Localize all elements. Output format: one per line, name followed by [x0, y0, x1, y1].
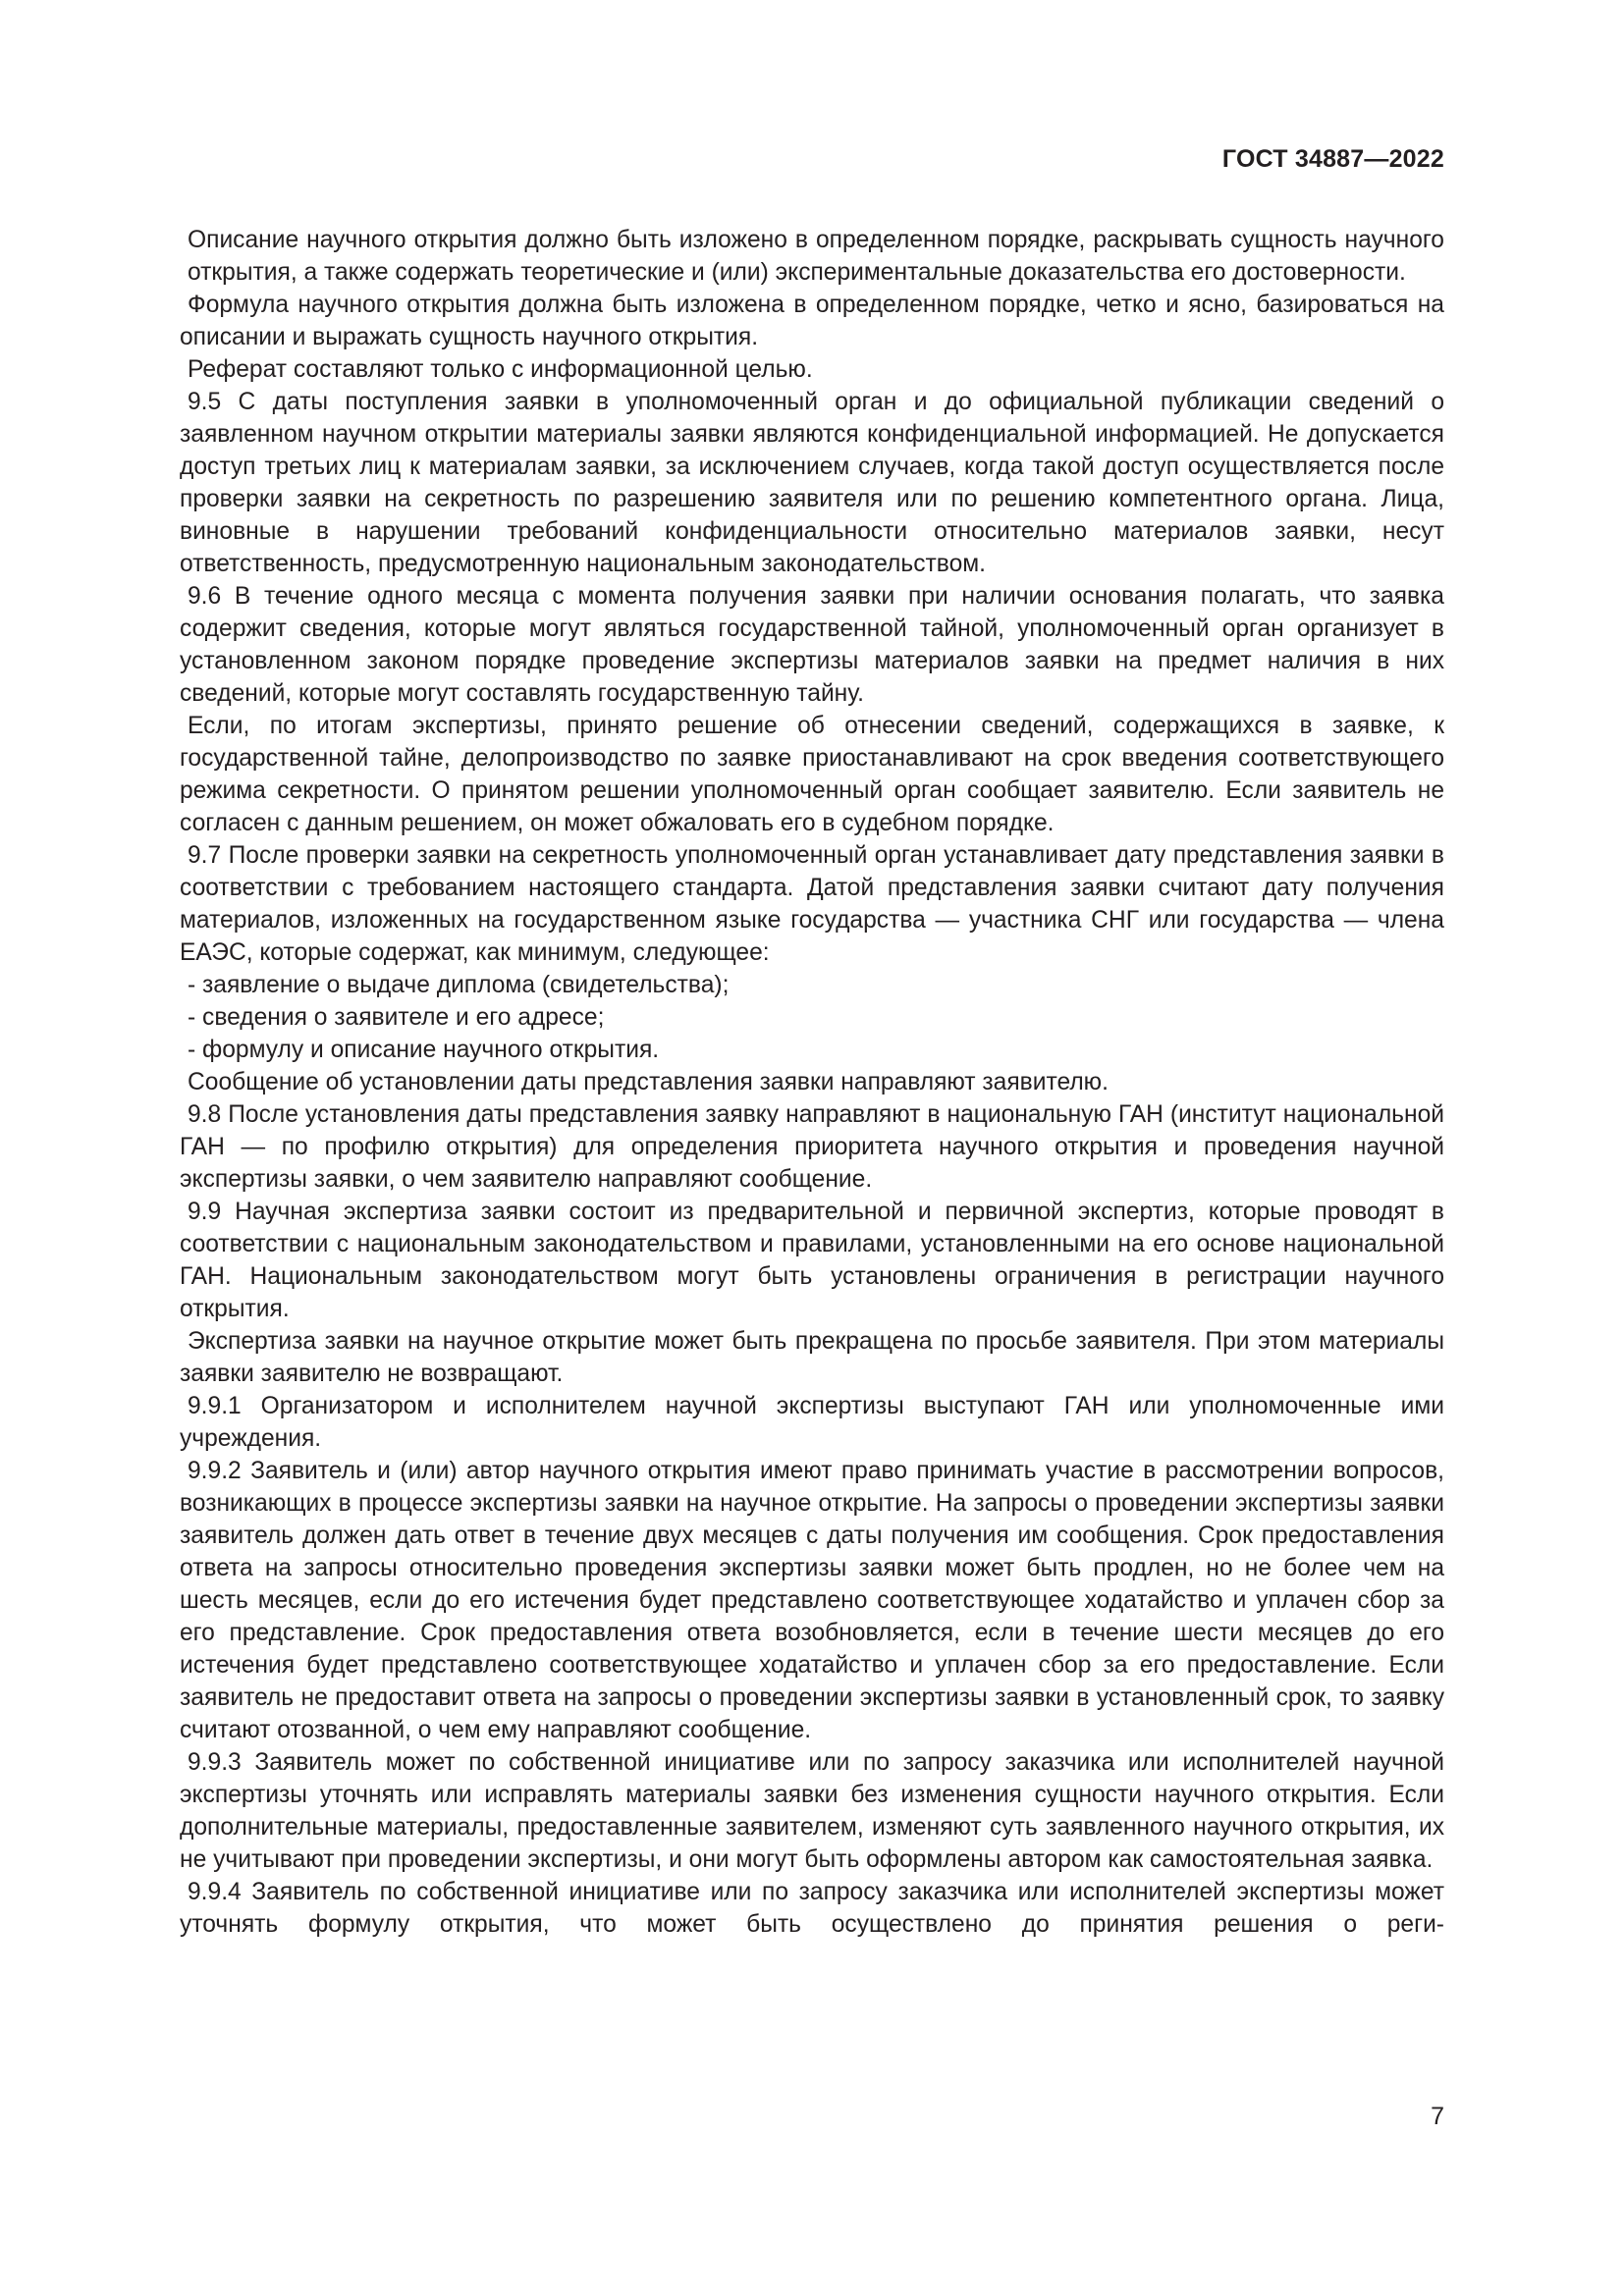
paragraph-9-9-1: 9.9.1 Организатором и исполнителем научной экспертизы выступают ГАН или уполномоченные ими учреждения. — [180, 1393, 1444, 1452]
list-item-applicant-info: - сведения о заявителе и его адресе; — [188, 1004, 605, 1031]
paragraph-9-9-4: 9.9.4 Заявитель по собственной инициативе или по запросу заказчика или исполнителей экспертизы может уточнять формулу открытия, что может быть осуществлено до принятия решения о реги- — [180, 1879, 1444, 1938]
paragraph-9-6: 9.6 В течение одного месяца с момента получения заявки при наличии основания полагать, что заявка содержит сведения, которые могут являться государственной тайной, уполномоченный орган организует в установленном законом порядке проведение экспертизы материалов заявки на предмет наличия в них сведений, которые могут составлять государственную тайну. — [180, 583, 1444, 707]
paragraph-9-9-3: 9.9.3 Заявитель может по собственной инициативе или по запросу заказчика или исполнителей научной экспертизы уточнять или исправлять материалы заявки без изменения сущности научного открытия. Если дополнительные материалы, предоставленные заявителем, изменяют суть заявленного научного открытия, их не учитывают при проведении экспертизы, и они могут быть оформлены автором как самостоятельная заявка. — [180, 1749, 1444, 1873]
paragraph-9-9: 9.9 Научная экспертиза заявки состоит из предварительной и первичной экспертиз, которые проводят в соответствии с национальным законодательством и правилами, установленными на его основе национальной ГАН. Национальным законодательством могут быть установлены ограничения в регистрации научного открытия. — [180, 1199, 1444, 1322]
paragraph-formula: Формула научного открытия должна быть изложена в определенном порядке, четко и ясно, базироваться на описании и выражать сущность научного открытия. — [180, 292, 1444, 350]
document-standard-code: ГОСТ 34887—2022 — [1221, 145, 1444, 173]
paragraph-termination: Экспертиза заявки на научное открытие может быть прекращена по просьбе заявителя. При этом материалы заявки заявителю не возвращают. — [180, 1328, 1444, 1387]
paragraph-description: Описание научного открытия должно быть изложено в определенном порядке, раскрывать сущность научного открытия, а также содержать теоретические и (или) экспериментальные доказательства его достоверности. — [188, 227, 1444, 286]
paragraph-9-5: 9.5 С даты поступления заявки в уполномоченный орган и до официальной публикации сведений о заявленном научном открытии материалы заявки являются конфиденциальной информацией. Не допускается доступ третьих лиц к материалам заявки, за исключением случаев, когда такой доступ осуществляется после проверки заявки на секретность по разрешению заявителя или по решению компетентного органа. Лица, виновные в нарушении требований конфиденциальности относительно материалов заявки, несут ответственность, предусмотренную национальным законодательством. — [180, 389, 1444, 577]
paragraph-9-7: 9.7 После проверки заявки на секретность уполномоченный орган устанавливает дату представления заявки в соответствии с требованием настоящего стандарта. Датой представления заявки считают дату получения материалов, изложенных на государственном языке государства — участника СНГ или государства — члена ЕАЭС, которые содержат, как минимум, следующее: — [180, 842, 1444, 966]
paragraph-state-secret: Если, по итогам экспертизы, принято решение об отнесении сведений, содержащихся в заявке, к государственной тайне, делопроизводство по заявке приостанавливают на срок введения соответствующего режима секретности. О принятом решении уполномоченный орган сообщает заявителю. Если заявитель не согласен с данным решением, он может обжаловать его в судебном порядке. — [180, 713, 1444, 836]
paragraph-9-8: 9.8 После установления даты представления заявку направляют в национальную ГАН (институт национальной ГАН — по профилю открытия) для определения приоритета научного открытия и проведения научной экспертизы заявки, о чем заявителю направляют сообщение. — [180, 1101, 1444, 1193]
list-item-formula: - формулу и описание научного открытия. — [188, 1037, 660, 1063]
paragraph-date-notice: Сообщение об установлении даты представления заявки направляют заявителю. — [188, 1069, 1109, 1095]
paragraph-9-9-2: 9.9.2 Заявитель и (или) автор научного открытия имеют право принимать участие в рассмотрении вопросов, возникающих в процессе экспертизы заявки на научное открытие. На запросы о проведении экспертизы заявки заявитель должен дать ответ в течение двух месяцев с даты получения им сообщения. Срок предоставления ответа на запросы относительно проведения экспертизы заявки может быть продлен, но не более чем на шесть месяцев, если до его истечения будет представлено соответствующее ходатайство и уплачен сбор за его представление. Срок предоставления ответа возобновляется, если в течение шести месяцев до его истечения будет представлено соответствующее ходатайство и уплачен сбор за его предоставление. Если заявитель не предоставит ответа на запросы о проведении экспертизы заявки в установленный срок, то заявку считают отозванной, о чем ему направляют сообщение. — [180, 1458, 1444, 1743]
page-number: 7 — [1431, 2103, 1444, 2130]
list-item-application: - заявление о выдаче диплома (свидетельства); — [188, 972, 730, 998]
paragraph-abstract: Реферат составляют только с информационной целью. — [188, 356, 813, 383]
document-body — [180, 224, 1444, 1941]
